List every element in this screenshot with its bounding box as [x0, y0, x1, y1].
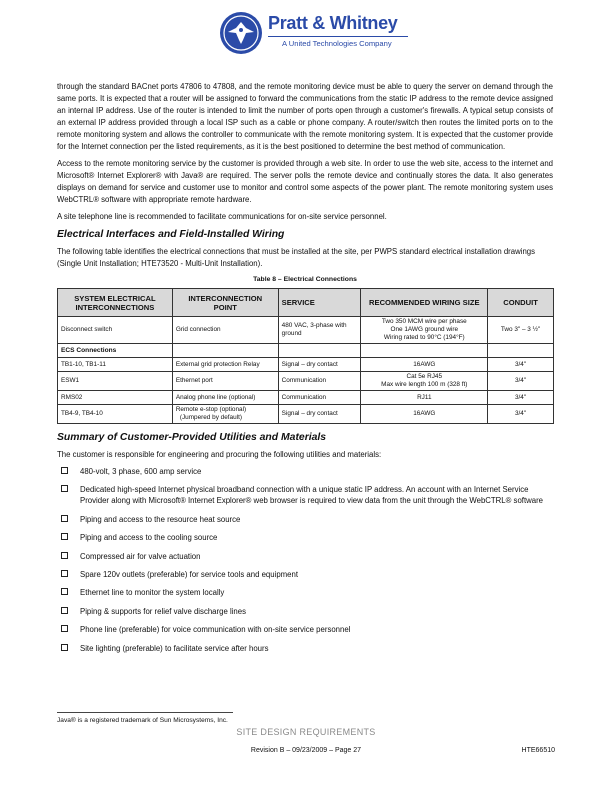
list-item: Ethernet line to monitor the system locally	[57, 587, 553, 598]
paragraph-telephone: A site telephone line is recommended to facilitate communications for on-site service personnel.	[57, 212, 387, 221]
cell-wiring	[361, 317, 488, 344]
heading-electrical-interfaces: Electrical Interfaces and Field-Installed Wiring	[57, 229, 285, 240]
table-row	[58, 391, 554, 405]
footer-revision: Revision B – 09/23/2009 – Page 27	[250, 747, 362, 754]
cell-point: Grid connection	[172, 317, 278, 344]
checkbox-icon	[61, 515, 68, 522]
checkbox-icon	[61, 588, 68, 595]
paragraph-summary-intro: The customer is responsible for engineering and procuring the following utilities and materials:	[57, 450, 382, 459]
list-item: Phone line (preferable) for voice communication with on-site service personnel	[57, 624, 553, 635]
cell-conduit: 3/4"	[488, 372, 554, 391]
table-row	[58, 405, 554, 424]
cell-point: External grid protection Relay	[172, 358, 278, 372]
utilities-checklist	[57, 466, 553, 654]
footnote-divider	[57, 712, 233, 713]
list-item: Spare 120v outlets (preferable) for service tools and equipment	[57, 569, 553, 580]
paragraph-web-access: Access to the remote monitoring service by the customer is provided through a web site. In order to use the web site, access to the internet and Microsoft® Internet Explorer® with Java® are required. The server polls the remote device and continually stores the data. It also generates displays on demand for service and customer use to monitor and control some aspects of the power plant. The remote monitoring system uses WebCTRL® software with appropriate remote hardware.	[57, 159, 553, 204]
heading-customer-utilities: Summary of Customer-Provided Utilities and Materials	[57, 432, 327, 443]
group-label: ECS Connections	[58, 344, 173, 358]
cell-system: ESW1	[58, 372, 173, 391]
checkbox-icon	[61, 625, 68, 632]
checkbox-icon	[61, 533, 68, 540]
cell-system: RMS02	[58, 391, 173, 405]
table-group-row	[58, 344, 554, 358]
list-item: Compressed air for valve actuation	[57, 551, 553, 562]
wiring-line: Two 350 MCM wire per phase	[381, 318, 467, 325]
electrical-connections-table	[57, 288, 554, 424]
table-row	[58, 317, 554, 344]
checkbox-icon	[61, 570, 68, 577]
cell-conduit: 3/4"	[488, 405, 554, 424]
table-header-row	[58, 289, 554, 317]
company-logo	[218, 10, 414, 56]
list-item: Dedicated high-speed Internet physical broadband connection with a unique static IP address. An account with an Internet Service Provider along with Microsoft® Internet Explorer® web browser is required to view data from the unit through the WebCTRL® software	[57, 484, 553, 506]
wiring-line: One 1AWG ground wire	[390, 326, 459, 333]
cell-system: TB4-9, TB4-10	[58, 405, 173, 424]
footer-doc-number: HTE66510	[521, 747, 555, 754]
paragraph-electrical-intro: The following table identifies the electrical connections that must be installed at the site, per PWPS standard electrical installation drawings (Single Unit Installation; HTE73520 - Multi-Unit Installation).	[57, 247, 536, 268]
checkbox-icon	[61, 644, 68, 651]
table-row	[58, 372, 554, 391]
checkbox-icon	[61, 485, 68, 492]
cell-point: Analog phone line (optional)	[172, 391, 278, 405]
header-system: SYSTEM ELECTRICAL INTERCONNECTIONS	[58, 289, 173, 317]
cell-service: Signal – dry contact	[278, 358, 361, 372]
cell-point: Ethernet port	[172, 372, 278, 391]
header-service: SERVICE	[278, 289, 361, 317]
wiring-line: Wiring rated to 90°C (194°F)	[383, 334, 465, 341]
header-conduit: CONDUIT	[488, 289, 554, 317]
list-item: Piping & supports for relief valve discharge lines	[57, 606, 553, 617]
logo-tagline: A United Technologies Company	[282, 39, 392, 48]
point-line: (Jumpered by default)	[179, 414, 242, 421]
cell-wiring: 16AWG	[361, 358, 488, 372]
cell-conduit: 3/4"	[488, 391, 554, 405]
checkbox-icon	[61, 467, 68, 474]
cell-system: Disconnect switch	[58, 317, 173, 344]
footnote-java: Java® is a registered trademark of Sun Microsystems, Inc.	[57, 717, 228, 724]
paragraph-bacnet: through the standard BACnet ports 47806 to 47808, and the remote monitoring device must be able to query the server on demand through the same ports. It is expected that a router will be assigned to forward the communications from the static IP address to the remote device assigned an internal IP address. Use of the router is intended to limit the number of ports open through a customer's firewalls. A typical setup consists of an external IP address provided through a local ISP such as a cable or phone company. A router/switch then routes the limited ports on to the remote monitoring system and allows the controller to communicate with the remote monitoring system. It is expected that the customer provide for the Internet connection per the listed requirements, as it is the best positioned to determine the best method of communication.	[57, 82, 553, 151]
cell-system: TB1-10, TB1-11	[58, 358, 173, 372]
footer-section-title: SITE DESIGN REQUIREMENTS	[236, 727, 376, 737]
list-item: Site lighting (preferable) to facilitate service after hours	[57, 643, 553, 654]
wiring-line: Cat 5e RJ45	[406, 373, 443, 380]
header-wiring: RECOMMENDED WIRING SIZE	[361, 289, 488, 317]
cell-conduit: Two 3" – 3 ½"	[488, 317, 554, 344]
point-line: Remote e-stop (optional)	[175, 406, 247, 413]
list-item: 480-volt, 3 phase, 600 amp service	[57, 466, 553, 477]
list-item: Piping and access to the resource heat source	[57, 514, 553, 525]
page-content	[57, 81, 553, 661]
cell-service: Communication	[278, 391, 361, 405]
cell-service: Signal – dry contact	[278, 405, 361, 424]
cell-conduit: 3/4"	[488, 358, 554, 372]
table-caption: Table 8 – Electrical Connections	[253, 276, 357, 283]
cell-service: 480 VAC, 3-phase with ground	[278, 317, 361, 344]
header-point: INTERCONNECTION POINT	[172, 289, 278, 317]
table-row	[58, 358, 554, 372]
cell-wiring: RJ11	[361, 391, 488, 405]
cell-service: Communication	[278, 372, 361, 391]
checkbox-icon	[61, 607, 68, 614]
wiring-line: Max wire length 100 m (328 ft)	[381, 381, 468, 388]
list-item: Piping and access to the cooling source	[57, 532, 553, 543]
pratt-whitney-eagle-icon	[218, 10, 264, 56]
checkbox-icon	[61, 552, 68, 559]
cell-wiring: 16AWG	[361, 405, 488, 424]
logo-name: Pratt & Whitney	[268, 13, 398, 33]
cell-point	[172, 405, 278, 424]
cell-wiring	[361, 372, 488, 391]
logo-divider	[268, 36, 408, 37]
